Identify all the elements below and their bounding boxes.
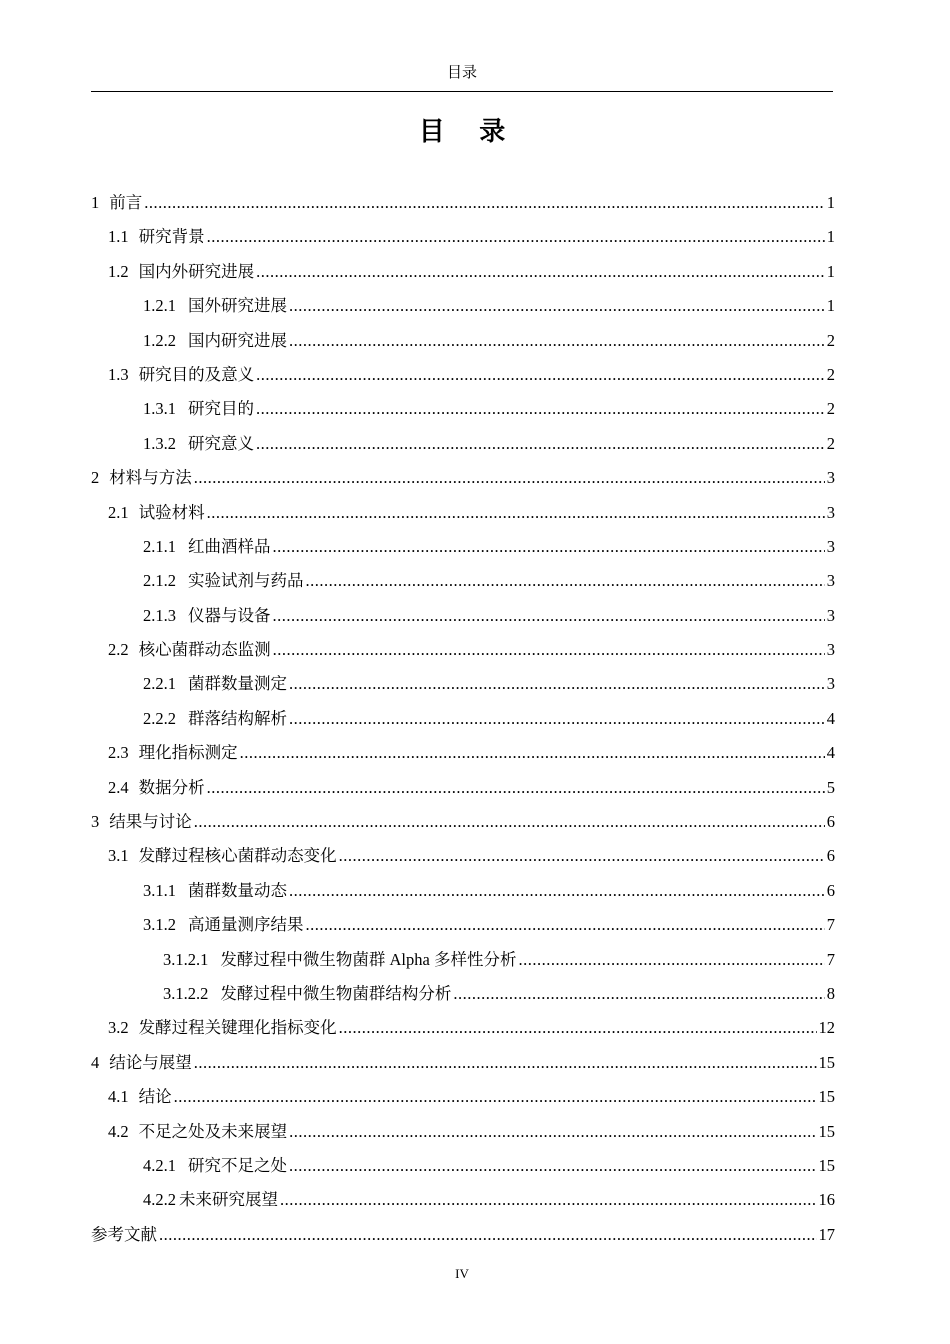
- toc-entry[interactable]: [91, 1011, 835, 1045]
- toc-entry-number: 4.2.2: [143, 1190, 176, 1210]
- toc-entry[interactable]: [91, 392, 835, 426]
- toc-entry[interactable]: [91, 289, 835, 323]
- toc-entry[interactable]: [91, 255, 835, 289]
- dot-leader: [289, 1115, 816, 1149]
- toc-entry-page: 2: [826, 364, 835, 384]
- toc-entry-title: 前言: [109, 193, 143, 212]
- toc-entry-number: 1.2: [108, 261, 129, 281]
- dot-leader: [256, 255, 825, 289]
- toc-entry[interactable]: [91, 1149, 835, 1183]
- toc-entry-number: 1.3: [108, 364, 129, 384]
- toc-entry-number: 3: [91, 812, 100, 832]
- toc-entry-number: 1.3.2: [143, 433, 176, 453]
- toc-entry[interactable]: [91, 633, 835, 667]
- dot-leader: [144, 186, 825, 220]
- toc-entry-number: 3.1.2.1: [163, 949, 209, 969]
- toc-entry-page: 7: [826, 949, 835, 969]
- dot-leader: [453, 977, 824, 1011]
- toc-entry-number: 3.1.2.2: [163, 983, 209, 1003]
- dot-leader: [289, 702, 825, 736]
- toc-entry[interactable]: [91, 1046, 835, 1080]
- dot-leader: [289, 324, 825, 358]
- toc-entry-title: 发酵过程中微生物菌群结构分析: [220, 983, 452, 1003]
- dot-leader: [194, 461, 825, 495]
- toc-entry-page: 16: [818, 1190, 835, 1210]
- toc-entry-title: 未来研究展望: [179, 1190, 278, 1210]
- toc-entry-title: 菌群数量测定: [188, 674, 287, 694]
- toc-entry-number: 3.1.1: [143, 880, 176, 900]
- toc-entry[interactable]: [91, 702, 835, 736]
- toc-entry-page: 15: [818, 1052, 835, 1072]
- toc-entry-page: 6: [826, 846, 835, 866]
- toc-entry-number: 2.1: [108, 502, 129, 522]
- toc-entry-number: 2.1.2: [143, 571, 176, 591]
- toc-entry-page: 7: [826, 915, 835, 935]
- toc-entry[interactable]: [91, 977, 835, 1011]
- toc-entry-page: 6: [826, 812, 835, 832]
- toc-entry-title: 结果与讨论: [109, 812, 192, 832]
- toc-entry-number: 3.1.2: [143, 915, 176, 935]
- toc-entry-number: 2.2.2: [143, 708, 176, 728]
- dot-leader: [194, 805, 825, 839]
- toc-entry-title: 核心菌群动态监测: [138, 640, 271, 660]
- toc-entry-title: 研究意义: [188, 433, 254, 453]
- toc-entry-number: 2.2: [108, 640, 129, 660]
- dot-leader: [194, 1046, 817, 1080]
- toc-entry-title: 结论与展望: [109, 1052, 192, 1072]
- toc-entry-title: 国外研究进展: [188, 296, 287, 316]
- dot-leader: [339, 839, 825, 873]
- toc-entry-title: 发酵过程关键理化指标变化: [138, 1018, 337, 1038]
- dot-leader: [207, 771, 825, 805]
- toc-entry-page: 1: [826, 296, 835, 316]
- toc-entry-number: 1.2.2: [143, 330, 176, 350]
- toc-entry[interactable]: [91, 1183, 835, 1217]
- toc-entry-title: 材料与方法: [109, 468, 192, 488]
- toc-entry-page: 3: [826, 605, 835, 625]
- dot-leader: [256, 358, 825, 392]
- toc-entry[interactable]: [91, 186, 835, 220]
- dot-leader: [256, 427, 825, 461]
- toc-entry-page: 1: [826, 193, 835, 212]
- toc-entry-title: 实验试剂与药品: [188, 571, 304, 591]
- dot-leader: [518, 943, 824, 977]
- toc-entry-title: 发酵过程中微生物菌群 Alpha 多样性分析: [220, 949, 517, 969]
- toc-entry-number: 1.1: [108, 227, 129, 247]
- toc-entry-number: 1: [91, 193, 100, 212]
- toc-entry[interactable]: [91, 564, 835, 598]
- toc-entry-page: 3: [826, 674, 835, 694]
- toc-list: [91, 186, 835, 1252]
- dot-leader: [240, 736, 825, 770]
- dot-leader: [174, 1080, 817, 1114]
- toc-entry-page: 8: [826, 983, 835, 1003]
- toc-entry-number: 4: [91, 1052, 100, 1072]
- toc-entry[interactable]: [91, 358, 835, 392]
- toc-entry[interactable]: [91, 1218, 835, 1252]
- dot-leader: [289, 874, 825, 908]
- toc-entry-title: 研究目的: [188, 399, 254, 419]
- toc-entry-title: 国内研究进展: [188, 330, 287, 350]
- page-title: 目 录: [418, 117, 520, 146]
- toc-entry-title: 试验材料: [138, 502, 205, 522]
- toc-entry[interactable]: [91, 1080, 835, 1114]
- toc-entry-number: 2.4: [108, 777, 129, 797]
- toc-entry[interactable]: [91, 874, 835, 908]
- toc-entry-number: 1.2.1: [143, 296, 176, 316]
- dot-leader: [256, 392, 825, 426]
- toc-entry-number: 4.2.1: [143, 1155, 176, 1175]
- toc-entry-page: 12: [818, 1018, 835, 1038]
- toc-entry-number: 4.2: [108, 1121, 129, 1141]
- toc-entry[interactable]: [91, 427, 835, 461]
- toc-entry-page: 3: [826, 640, 835, 660]
- toc-entry-number: 1.3.1: [143, 399, 176, 419]
- dot-leader: [306, 908, 825, 942]
- toc-entry[interactable]: [91, 908, 835, 942]
- page-number: IV: [455, 1266, 469, 1281]
- toc-entry-page: 3: [826, 571, 835, 591]
- toc-entry-page: 2: [826, 399, 835, 419]
- dot-leader: [289, 667, 825, 701]
- toc-entry-title: 国内外研究进展: [138, 261, 255, 281]
- dot-leader: [273, 633, 825, 667]
- toc-entry-title: 研究背景: [138, 227, 205, 247]
- toc-entry-page: 5: [826, 777, 835, 797]
- toc-entry-page: 15: [818, 1155, 835, 1175]
- toc-entry[interactable]: [91, 736, 835, 770]
- toc-entry-page: 3: [826, 536, 835, 556]
- toc-entry[interactable]: [91, 599, 835, 633]
- dot-leader: [289, 1149, 817, 1183]
- toc-entry-title: 高通量测序结果: [188, 915, 304, 935]
- toc-entry-number: 2.3: [108, 743, 129, 763]
- toc-entry[interactable]: [91, 1115, 835, 1149]
- toc-entry-page: 3: [826, 468, 835, 488]
- toc-entry-page: 15: [818, 1121, 835, 1141]
- toc-entry-title: 不足之处及未来展望: [138, 1121, 288, 1141]
- dot-leader: [306, 564, 825, 598]
- toc-entry-title: 理化指标测定: [138, 743, 238, 763]
- dot-leader: [207, 496, 825, 530]
- running-header: 目录: [446, 65, 477, 81]
- toc-entry[interactable]: [91, 324, 835, 358]
- toc-entry-title: 数据分析: [138, 777, 205, 797]
- toc-entry[interactable]: [91, 530, 835, 564]
- toc-entry-page: 2: [826, 330, 835, 350]
- toc-entry[interactable]: [91, 667, 835, 701]
- dot-leader: [159, 1218, 817, 1252]
- toc-entry-page: 3: [826, 502, 835, 522]
- dot-leader: [207, 220, 825, 254]
- dot-leader: [273, 599, 825, 633]
- dot-leader: [273, 530, 825, 564]
- dot-leader: [339, 1011, 817, 1045]
- toc-entry[interactable]: [91, 771, 835, 805]
- toc-entry-title: 群落结构解析: [188, 708, 287, 728]
- toc-entry[interactable]: [91, 461, 835, 495]
- toc-entry[interactable]: [91, 805, 835, 839]
- toc-entry-title: 仪器与设备: [188, 605, 271, 625]
- toc-entry-page: 2: [826, 433, 835, 453]
- toc-entry-number: 3.1: [108, 846, 129, 866]
- toc-entry-title: 发酵过程核心菌群动态变化: [138, 846, 337, 866]
- toc-entry-title: 研究不足之处: [188, 1155, 287, 1175]
- toc-entry-page: 1: [826, 227, 835, 247]
- toc-entry-number: 2.2.1: [143, 674, 176, 694]
- toc-entry-number: 2.1.1: [143, 536, 176, 556]
- toc-entry-number: 3.2: [108, 1018, 129, 1038]
- header-divider: [91, 91, 833, 92]
- toc-entry-page: 15: [818, 1087, 835, 1107]
- dot-leader: [289, 289, 825, 323]
- toc-entry[interactable]: [91, 496, 835, 530]
- toc-entry-title: 结论: [138, 1087, 172, 1107]
- toc-entry-page: 4: [826, 708, 835, 728]
- toc-entry-page: 6: [826, 880, 835, 900]
- toc-entry-page: 1: [826, 261, 835, 281]
- toc-entry-title: 红曲酒样品: [188, 536, 271, 556]
- dot-leader: [280, 1183, 817, 1217]
- toc-entry-page: 4: [826, 743, 835, 763]
- toc-entry[interactable]: [91, 839, 835, 873]
- toc-entry-title: 研究目的及意义: [138, 364, 255, 384]
- toc-entry-number: 2: [91, 468, 100, 488]
- toc-entry[interactable]: [91, 943, 835, 977]
- toc-entry-title: 菌群数量动态: [188, 880, 287, 900]
- toc-entry-page: 17: [818, 1224, 835, 1244]
- toc-entry[interactable]: [91, 220, 835, 254]
- toc-entry-number: 2.1.3: [143, 605, 176, 625]
- toc-entry-title: 参考文献: [91, 1224, 157, 1244]
- toc-entry-number: 4.1: [108, 1087, 129, 1107]
